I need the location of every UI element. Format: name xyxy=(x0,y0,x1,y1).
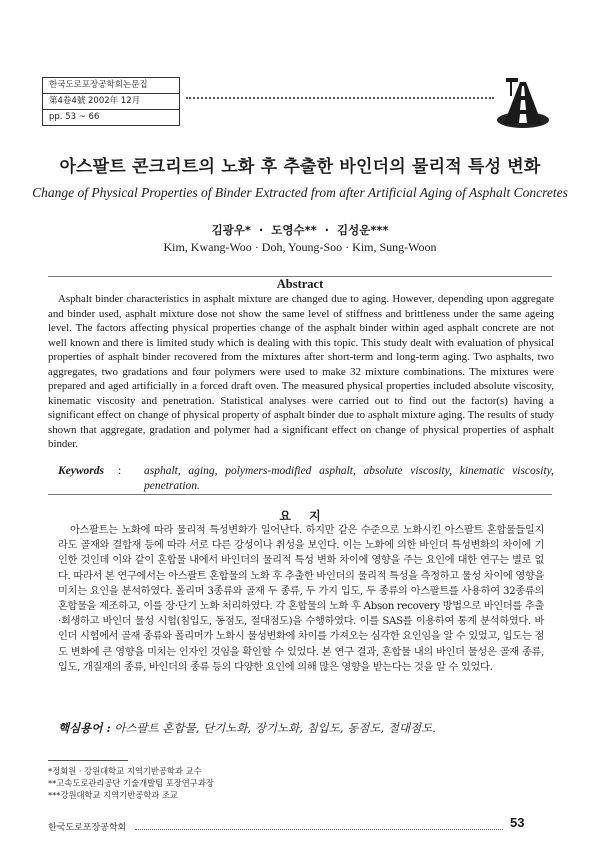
core-terms xyxy=(58,720,558,736)
journal-info-box xyxy=(42,77,180,126)
road-logo-icon xyxy=(496,76,550,130)
footnote-1: *정회원 · 강원대학교 지역기반공학과 교수 xyxy=(48,766,202,776)
journal-pages: pp. 53 ~ 66 xyxy=(49,112,100,122)
footer-society: 한국도로포장공학회 xyxy=(48,823,127,833)
core-terms-text: 아스팔트 혼합물, 단기노화, 장기노화, 침입도, 동점도, 절대점도. xyxy=(114,721,436,735)
footnote-rule xyxy=(48,760,128,761)
journal-name: 한국도로포장공학회논문집 xyxy=(43,78,179,94)
footnotes xyxy=(48,765,448,801)
header-dotted-line xyxy=(186,97,494,99)
keywords-bottom-rule xyxy=(48,494,552,495)
abstract-heading: Abstract xyxy=(276,277,324,291)
core-terms-label: 핵심용어 : xyxy=(58,721,111,735)
authors-english: Kim, Kwang-Woo · Doh, Young-Soo · Kim, Sung-Woon xyxy=(163,240,437,254)
keywords-label: Keywords xyxy=(58,465,104,477)
journal-volume-issue: 第4卷4號 2002年 12月 xyxy=(43,94,179,110)
summary-heading: 요 지 xyxy=(279,509,321,523)
abstract-body: Asphalt binder characteristics in asphalt mixture are changed due to aging. However, depending upon aggregate and binder used, asphalt mixture dose not show the same level of stiffness and brittleness under the same ageing level. The factors affecting physical properties change of the asphalt binder within aged asphalt concrete are not well known and there is limited study which is dealing with this topic. This study dealt with evaluation of physical properties of asphalt binder recovered from the mixtures after short-term and long-term aging. Two asphalts, two aggregates, two gradations and four polymers were used to make 32 mixture combinations. The mixtures were prepared and aged artificially in a forced draft oven. The measured physical properties included absolute viscosity, kinematic viscosity and penetration. Statistical analyses were carried out to find out the factor(s) having a significant effect on change of physical property of asphalt binder due to asphalt mixture aging. The results of study shown that aggregate, gradation and polymer had a significant effect on change of physical properties of asphalt binder. xyxy=(48,293,554,450)
title-english: Change of Physical Properties of Binder Extracted from after Artificial Aging of Asphalt Concretes xyxy=(32,185,568,200)
footnote-2: **고속도로관리공단 기술개발팀 포장연구과장 xyxy=(48,778,214,788)
authors-korean: 김광우* · 도영수** · 김성운*** xyxy=(211,223,389,237)
title-korean: 아스팔트 콘크리트의 노화 후 추출한 바인더의 물리적 특성 변화 xyxy=(59,157,541,177)
footer-dotted-line xyxy=(135,829,503,830)
page-number: 53 xyxy=(510,815,525,830)
keywords-colon: : xyxy=(118,465,122,477)
keywords-text: asphalt, aging, polymers-modified asphalt, absolute viscosity, kinematic viscosity, penetration. xyxy=(144,465,554,492)
summary-body: 아스팔트는 노화에 따라 물리적 특성변화가 일어난다. 하지만 같은 수준으로 노화시킨 아스팔트 혼합물들일지라도 골재와 결합재 등에 따라 서로 다른 강성이나 취성을 보인다. 이는 노화에 의한 바인더 특성변화의 차이에 기인한 것인데 이와 같이 혼합물 내에서 바인더의 물리적 특성 변화 차이에 영향을 주는 요인에 대한 연구는 별로 없다. 따라서 본 연구에서는 아스팔트 혼합물의 노화 후 추출한 바인더의 물리적 특성을 측정하고 물성 차이에 영향을 미치는 요인을 분석하였다. 폴리머 3종류와 골재 두 종류, 두 가지 입도, 두 종류의 아스팔트를 사용하여 32종류의 혼합물을 제조하고, 이를 장·단기 노화 처리하였다. 각 혼합물의 노화 후 Abson recovery 방법으로 바인더를 추출·회생하고 바인더 물성 시험(침입도, 동점도, 절대점도)을 수행하였다. 이를 SAS를 이용하여 통계 분석하였다. 바인더 시험에서 골재 종류와 폴리머가 노화시 물성변화에 차이를 가져오는 심각한 요인임을 알 수 있었고, 입도는 점도 변화에 큰 영향을 미치는 인자인 것임을 확인할 수 있었다. 본 연구 결과, 혼합물 내의 바인더 물성은 골재 종류, 입도, 개질재의 종류, 바인더의 종류 등의 다양한 요인에 의해 많은 영향을 받는다는 것을 알 수 있었다. xyxy=(58,525,544,673)
footnote-3: ***강원대학교 지역기반공학과 조교 xyxy=(48,790,178,800)
